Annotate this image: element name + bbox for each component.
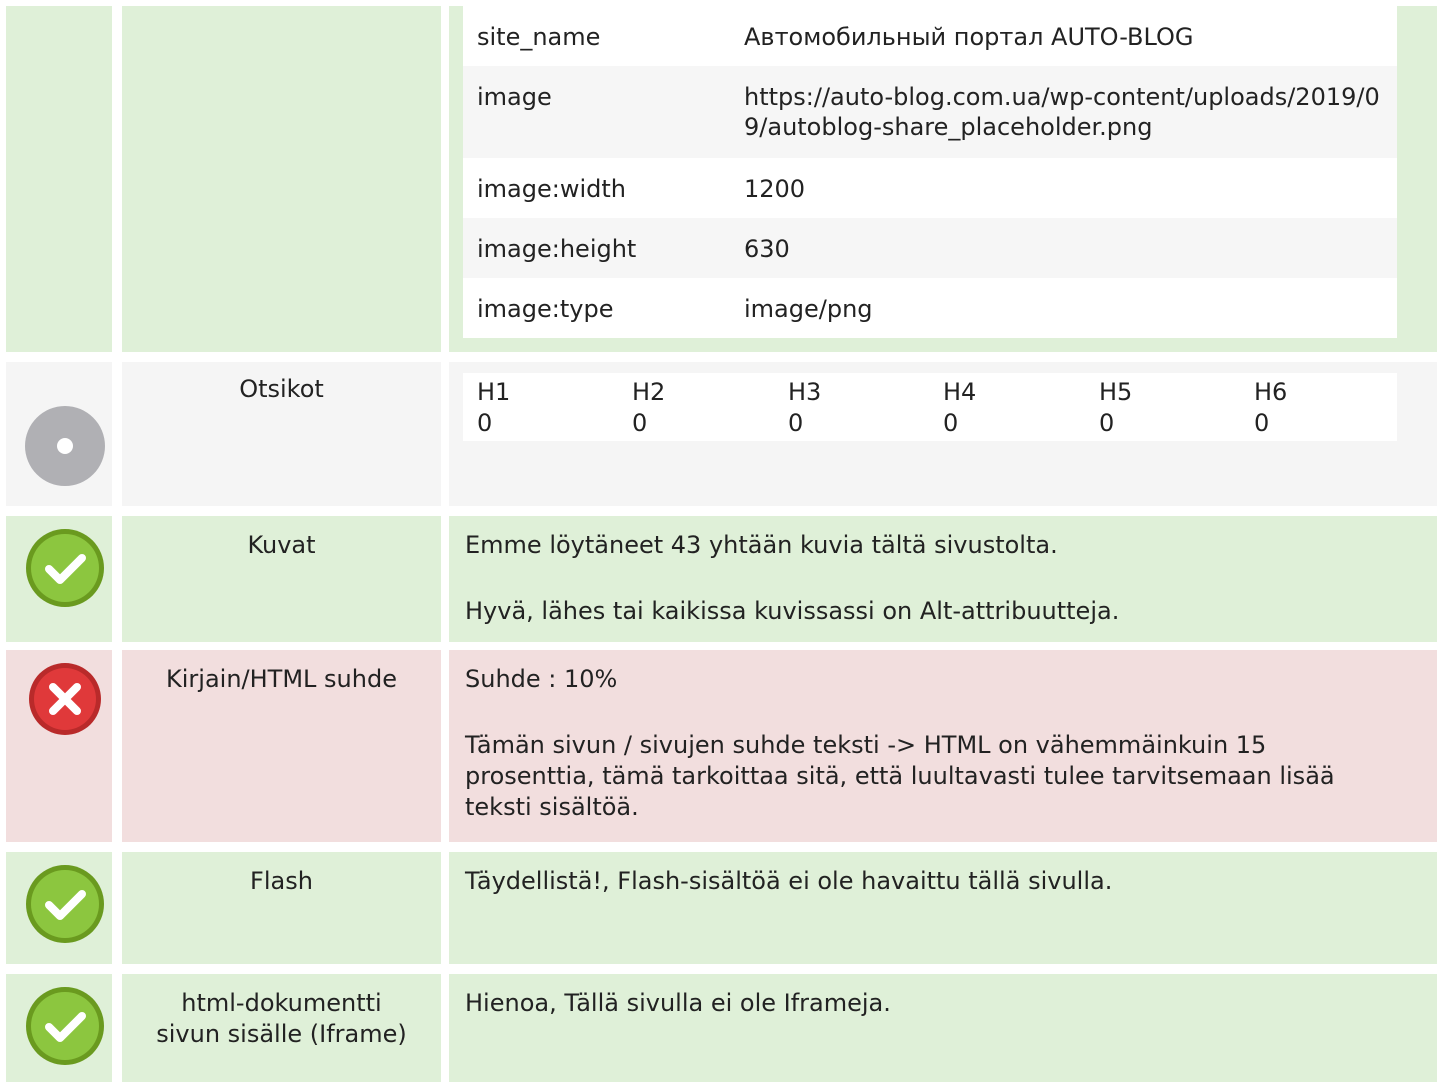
check-icon bbox=[25, 528, 105, 608]
images-icon-cell bbox=[6, 516, 112, 642]
heading-count: 0 bbox=[1099, 409, 1115, 437]
iframe-message: Hienoa, Tällä sivulla ei ole Iframeja. bbox=[465, 989, 891, 1017]
heading-tag: H2 bbox=[632, 378, 666, 406]
ratio-value: Suhde : 10% bbox=[465, 665, 618, 693]
heading-tag: H6 bbox=[1254, 378, 1288, 406]
meta-value: Автомобильный портал AUTO-BLOG bbox=[744, 23, 1194, 51]
iframe-icon-cell bbox=[6, 974, 112, 1082]
error-x-icon bbox=[28, 662, 102, 736]
iframe-label-cell bbox=[122, 974, 441, 1082]
heading-count: 0 bbox=[943, 409, 959, 437]
images-content-cell bbox=[449, 516, 1437, 642]
row-label: Kirjain/HTML suhde bbox=[166, 665, 397, 693]
heading-column bbox=[1099, 377, 1132, 439]
heading-column bbox=[943, 377, 976, 439]
heading-column bbox=[1254, 377, 1287, 439]
row-label: html-dokumentti sivun sisälle (Iframe) bbox=[156, 989, 407, 1048]
meta-key: image bbox=[477, 83, 552, 111]
ratio-label-cell bbox=[122, 650, 441, 842]
ratio-explanation: Tämän sivun / sivujen suhde teksti -> HTML on vähemmäinkuin 15 prosenttia, tämä tarkoittaa sitä, että luultavasti tulee tarvitsemaan lisää teksti sisältöä. bbox=[465, 731, 1335, 821]
meta-label-cell bbox=[122, 6, 441, 352]
heading-tag: H1 bbox=[477, 378, 511, 406]
images-alt-note: Hyvä, lähes tai kaikissa kuvissassi on Alt-attribuutteja. bbox=[465, 597, 1120, 625]
flash-label-cell bbox=[122, 852, 441, 964]
flash-icon-cell bbox=[6, 852, 112, 964]
headings-table bbox=[463, 373, 1397, 441]
headings-label-cell bbox=[122, 362, 441, 506]
meta-value: 630 bbox=[744, 235, 790, 263]
meta-icon-cell bbox=[6, 6, 112, 352]
iframe-content-cell bbox=[449, 974, 1437, 1082]
images-summary: Emme löytäneet 43 yhtään kuvia tältä sivustolta. bbox=[465, 531, 1058, 559]
neutral-dot-icon bbox=[25, 406, 105, 486]
heading-count: 0 bbox=[788, 409, 804, 437]
heading-count: 0 bbox=[1254, 409, 1270, 437]
meta-key: image:height bbox=[477, 235, 637, 263]
flash-content-cell bbox=[449, 852, 1437, 964]
meta-row bbox=[463, 218, 1397, 278]
check-icon bbox=[25, 986, 105, 1066]
heading-column bbox=[788, 377, 821, 439]
flash-message: Täydellistä!, Flash-sisältöä ei ole havaittu tällä sivulla. bbox=[465, 867, 1113, 895]
meta-key: image:type bbox=[477, 295, 614, 323]
heading-tag: H5 bbox=[1099, 378, 1133, 406]
heading-count: 0 bbox=[632, 409, 648, 437]
heading-tag: H3 bbox=[788, 378, 822, 406]
meta-value: image/png bbox=[744, 295, 873, 323]
ratio-icon-cell bbox=[6, 650, 112, 842]
ratio-content-cell bbox=[449, 650, 1437, 842]
headings-icon-cell bbox=[6, 362, 112, 506]
meta-key: site_name bbox=[477, 23, 601, 51]
row-label: Flash bbox=[250, 867, 313, 895]
heading-count: 0 bbox=[477, 409, 493, 437]
meta-row bbox=[463, 158, 1397, 218]
row-label: Otsikot bbox=[239, 375, 324, 403]
row-label: Kuvat bbox=[247, 531, 316, 559]
meta-value: 1200 bbox=[744, 175, 806, 203]
meta-key: image:width bbox=[477, 175, 626, 203]
meta-row bbox=[463, 66, 1397, 158]
heading-column bbox=[632, 377, 665, 439]
heading-tag: H4 bbox=[943, 378, 977, 406]
meta-value: https://auto-blog.com.ua/wp-content/uploads/2019/09/autoblog-share_placeholder.png bbox=[744, 83, 1380, 141]
images-label-cell bbox=[122, 516, 441, 642]
check-icon bbox=[25, 864, 105, 944]
meta-row bbox=[463, 278, 1397, 338]
meta-row bbox=[463, 6, 1397, 66]
heading-column bbox=[477, 377, 510, 439]
